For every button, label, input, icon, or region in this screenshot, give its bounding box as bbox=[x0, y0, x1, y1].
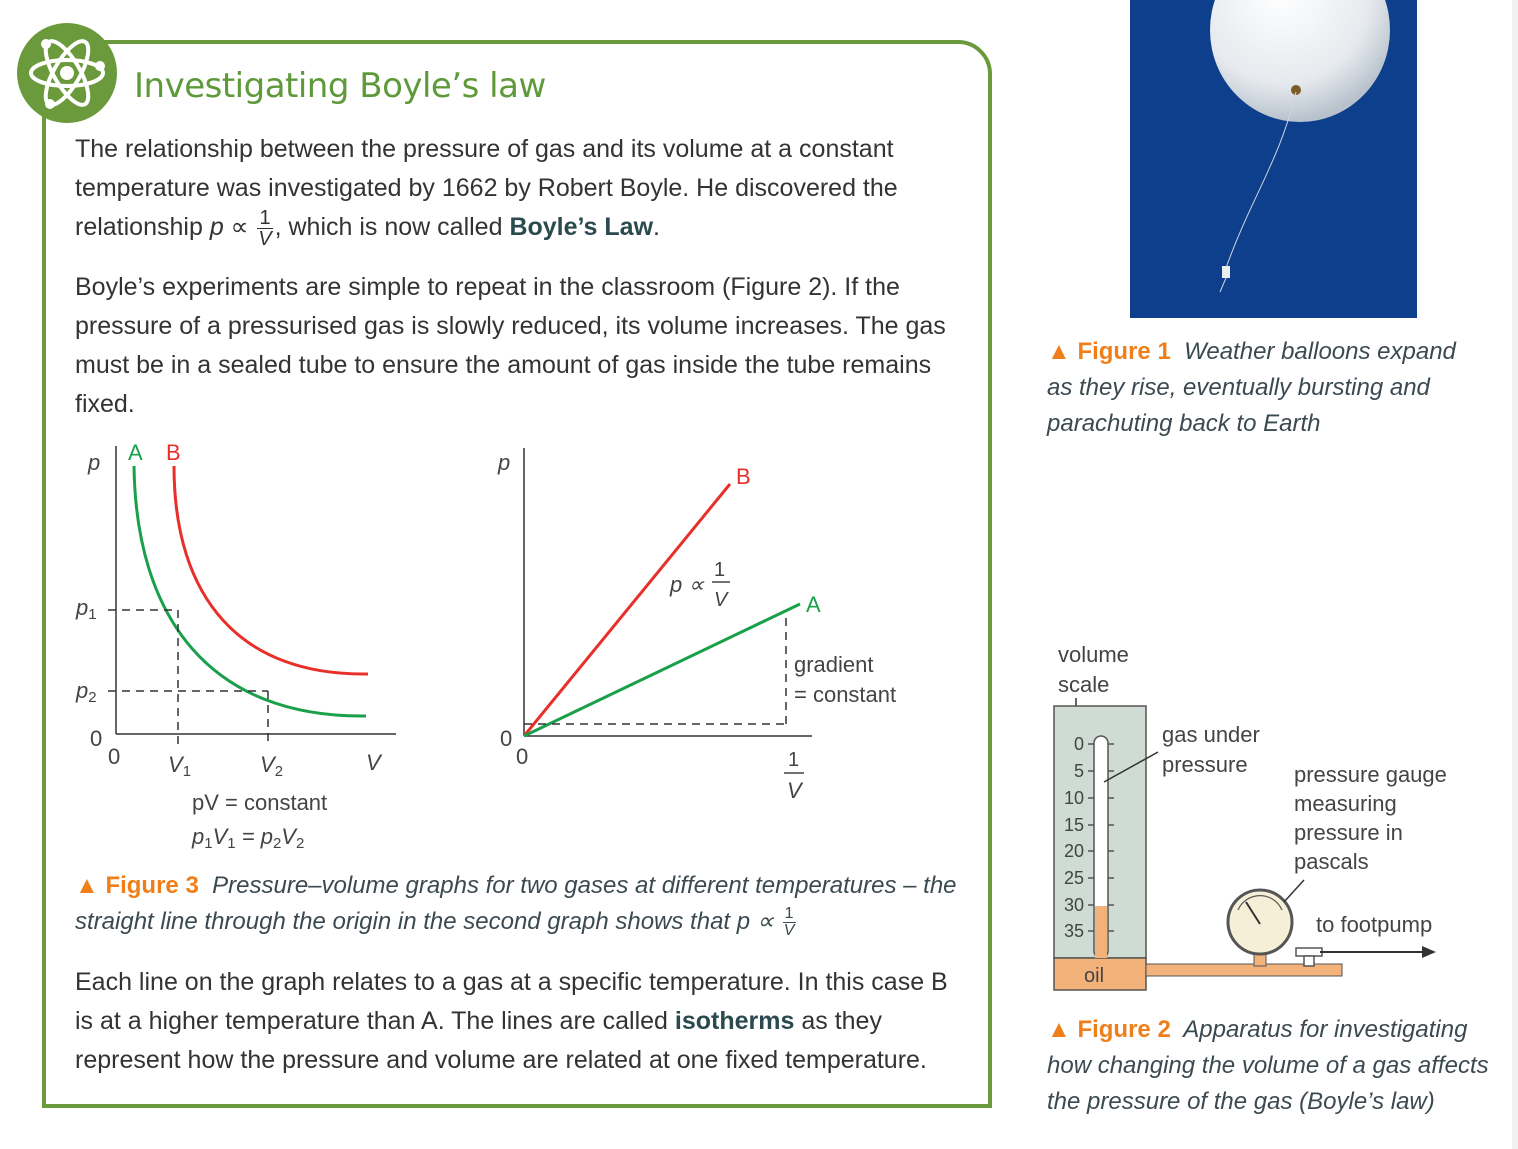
gauge-label-1: pressure gauge bbox=[1294, 762, 1447, 787]
scale-25: 25 bbox=[1063, 868, 1084, 888]
graph1-origin-y: 0 bbox=[90, 726, 103, 751]
graph2-y-label: p bbox=[498, 450, 511, 475]
footpump-label: to footpump bbox=[1316, 912, 1433, 937]
triangle-icon: ▲ bbox=[75, 872, 99, 899]
gauge-label-4: pascals bbox=[1294, 849, 1369, 874]
graph1-x-label: V bbox=[366, 750, 381, 775]
equation-pv: pV = constant bbox=[192, 790, 328, 815]
figure3-caption-text: Pressure–volume graphs for two gases at different temperatures – the straight line through the origin in the second graph shows that bbox=[75, 872, 957, 935]
scale-5: 5 bbox=[1073, 761, 1084, 781]
v1-label: V1 bbox=[168, 752, 192, 780]
isotherms-term: isotherms bbox=[674, 1007, 795, 1035]
graph1-origin-x: 0 bbox=[108, 744, 121, 769]
gauge-label-3: pressure in bbox=[1294, 820, 1403, 845]
graph2-x-num: 1 bbox=[788, 749, 800, 771]
gauge-label-2: measuring bbox=[1294, 791, 1397, 816]
p-inverse-v-graph bbox=[488, 440, 928, 810]
v2-label: V2 bbox=[260, 752, 284, 780]
para1-fraction: $\frac{1}{V}$ bbox=[258, 207, 272, 250]
p1-label: p1 bbox=[76, 595, 97, 623]
figure3-caption bbox=[75, 868, 975, 940]
curve-a bbox=[134, 466, 366, 716]
scale-0: 0 bbox=[1073, 734, 1084, 754]
equation-p1v1: p1V1 = p2V2 bbox=[192, 824, 305, 852]
graph2-x-den: V bbox=[787, 778, 802, 803]
graph2-origin-x: 0 bbox=[516, 744, 529, 769]
curve-a-label: A bbox=[128, 440, 143, 465]
volume-label-2: scale bbox=[1058, 672, 1110, 697]
boyles-law-term: Boyle’s Law bbox=[509, 213, 654, 242]
line-b bbox=[524, 484, 730, 736]
pv-graph bbox=[70, 438, 410, 858]
figure1-caption: ▲ Figure 1 Weather balloons expand as they rise, eventually bursting and parachuting back to Earth bbox=[1047, 338, 1456, 437]
para1-p: p bbox=[209, 213, 224, 242]
gas-label-1: gas under bbox=[1162, 722, 1260, 747]
volume-label-1: volume bbox=[1058, 642, 1129, 667]
scale-15: 15 bbox=[1063, 815, 1084, 835]
figure2-caption: ▲ Figure 2 Apparatus for investigating how changing the volume of a gas affects the pressure of the gas (Boyle’s law) bbox=[1047, 1016, 1489, 1115]
apparatus-diagram bbox=[1040, 640, 1510, 1010]
figure3-caption-fraction: $\frac{1}{V}$ bbox=[783, 905, 795, 940]
figure3-label: Figure 3 bbox=[105, 872, 199, 899]
triangle-icon: ▲ bbox=[1047, 338, 1071, 365]
prop-label: p ∝ bbox=[670, 572, 705, 597]
p2-label: p2 bbox=[76, 678, 97, 706]
triangle-icon: ▲ bbox=[1047, 1016, 1071, 1043]
prop-den: V bbox=[714, 589, 728, 611]
oil-label: oil bbox=[1084, 965, 1105, 987]
line-a-label: A bbox=[806, 592, 821, 617]
curve-b bbox=[174, 466, 368, 674]
prop-num: 1 bbox=[714, 559, 726, 581]
para3-text: Each line on the graph relates to a gas at a specific temperature. In this case B is at a higher temperature than A. The lines are called bbox=[75, 968, 948, 1035]
figure2-label: Figure 2 bbox=[1077, 1016, 1171, 1043]
graph1-y-label: p bbox=[88, 450, 101, 475]
figure3-caption-p: p ∝ bbox=[736, 908, 774, 935]
scale-35: 35 bbox=[1063, 921, 1084, 941]
gas-label-2: pressure bbox=[1162, 752, 1248, 777]
scale-20: 20 bbox=[1063, 841, 1084, 861]
page-edge bbox=[1512, 0, 1518, 1149]
para1-prop: ∝ bbox=[230, 213, 249, 242]
line-b-label: B bbox=[736, 464, 751, 489]
gradient-label-1: gradient bbox=[794, 652, 874, 677]
para1-text: The relationship between the pressure of gas and its volume at a constant temperature was investigated by 1662 by Robert Boyle. He discovered the relationship bbox=[75, 135, 898, 242]
figure1-label: Figure 1 bbox=[1077, 338, 1171, 365]
paragraph-2: Boyle’s experiments are simple to repeat in the classroom (Figure 2). If the pressure of a pressurised gas is slowly reduced, its volume increases. The gas must be in a sealed tube to ensure the amount of gas inside the tube remains fixed. bbox=[75, 273, 946, 418]
box-title: Investigating Boyle’s law bbox=[134, 66, 546, 106]
para3-text-b: as they represent how the pressure and volume are related at one fixed temperature. bbox=[75, 1007, 927, 1074]
scale-30: 30 bbox=[1063, 895, 1084, 915]
paragraph-3 bbox=[75, 963, 965, 1080]
graph2-origin-y: 0 bbox=[500, 726, 513, 751]
curve-b-label: B bbox=[166, 440, 181, 465]
gradient-label-2: = constant bbox=[794, 682, 897, 707]
atom-icon bbox=[16, 22, 118, 124]
line-a bbox=[524, 604, 800, 736]
scale-10: 10 bbox=[1063, 788, 1084, 808]
para1-text-b: , which is now called bbox=[274, 213, 503, 242]
paragraph-1: The relationship between the pressure of gas and its volume at a constant temperature was investigated by 1662 by Robert Boyle. He discovered the relationship p ∝ $\frac{1}{V}$ , which is now called Boyle’s Law. bbox=[75, 135, 898, 250]
weather-balloon-photo bbox=[1130, 0, 1417, 318]
